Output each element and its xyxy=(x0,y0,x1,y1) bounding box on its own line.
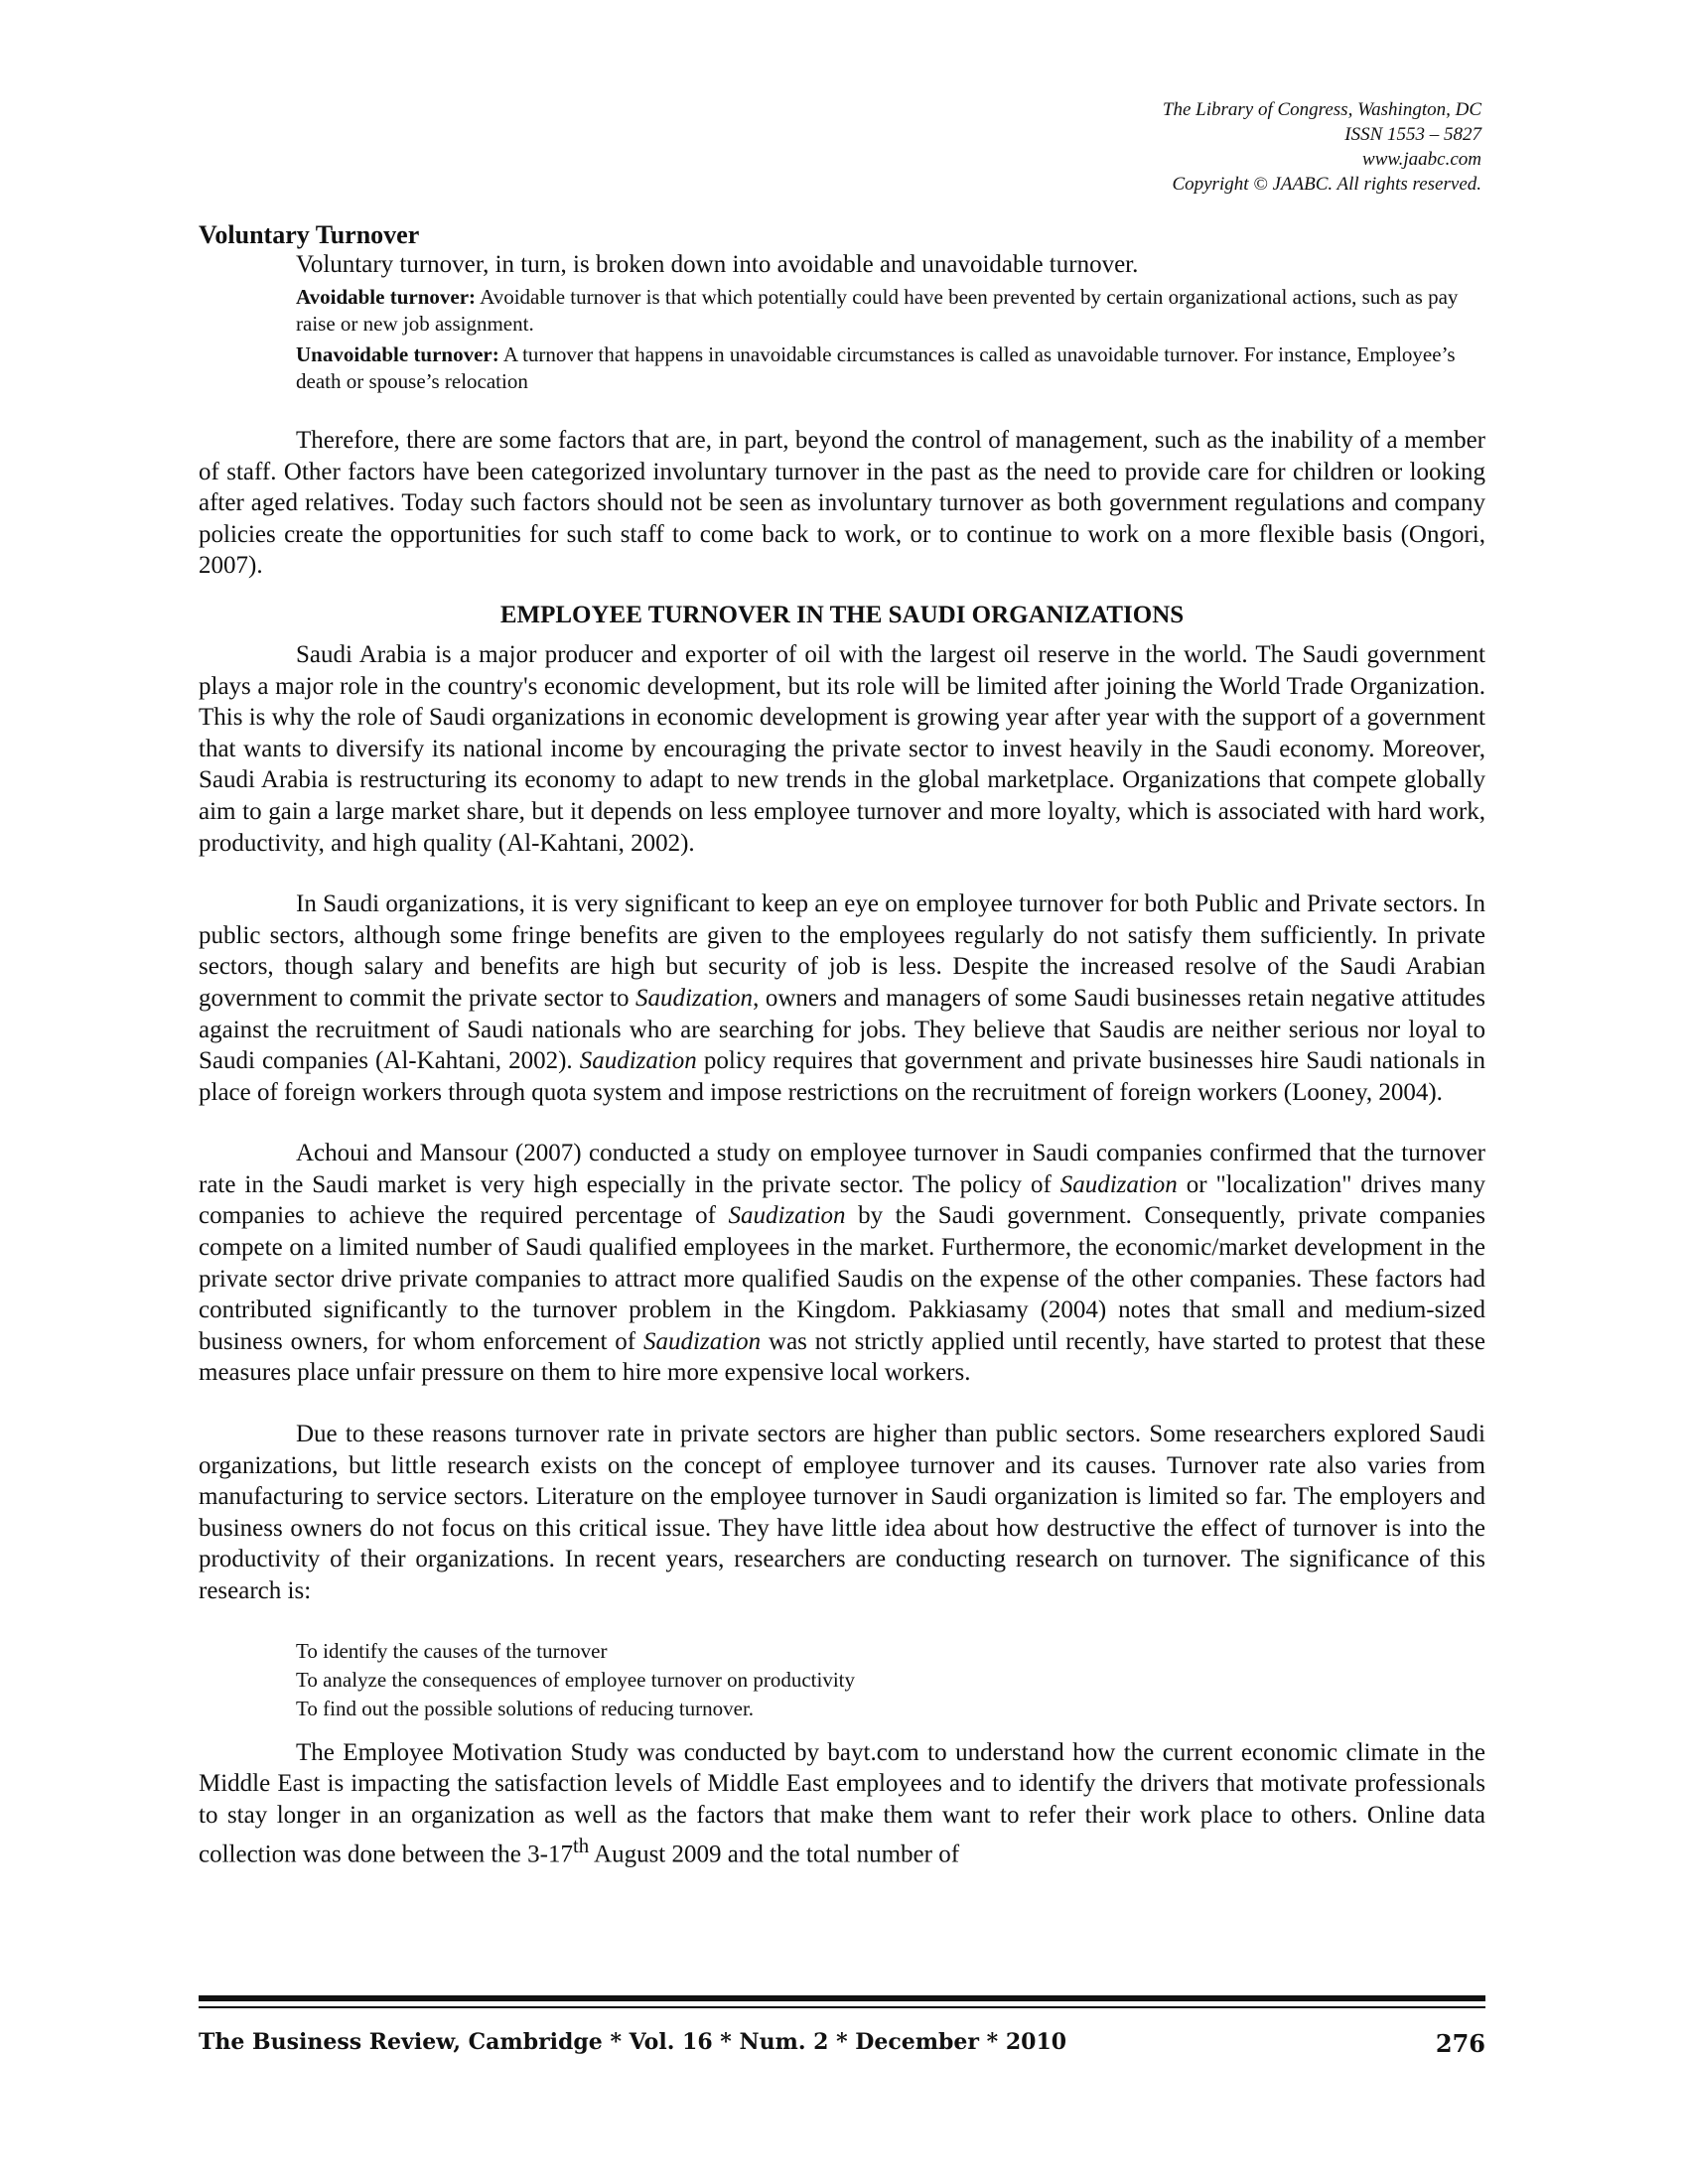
header-website-line: www.jaabc.com xyxy=(1362,149,1481,170)
saudization-term: Saudization xyxy=(728,1202,846,1230)
running-header xyxy=(1163,97,1481,197)
header-library-line: The Library of Congress, Washington, DC xyxy=(1162,99,1481,120)
list-item: To analyze the consequences of employee turnover on productivity xyxy=(296,1667,856,1692)
saudization-term: Saudization xyxy=(1059,1170,1178,1198)
saudization-term: Saudization xyxy=(579,1047,697,1075)
voluntary-turnover-heading: Voluntary Turnover xyxy=(199,220,420,249)
avoidable-text: Avoidable turnover is that which potentially could have been prevented by certain organizational actions, such as pay raise or new job assignment. xyxy=(296,285,1459,336)
paragraph-reasons: Due to these reasons turnover rate in private sectors are higher than public sectors. Some researchers explored Saudi organizations, but little research exists on the concept of employee turnover and its causes. Turnover rate also varies from manufacturing to service sectors. Literature on the employee turnover in Saudi organization is limited so far. The employers and business owners do not focus on this critical issue. They have little idea about how destructive the effect of turnover is into the productivity of their organizations. In recent years, researchers are conducting research on turnover. The significance of this research is: xyxy=(199,1421,1485,1604)
saudization-term: Saudization xyxy=(634,984,754,1012)
page-body xyxy=(199,220,1485,1870)
avoidable-definition xyxy=(296,284,1485,338)
text-run: August 2009 and the total number of xyxy=(589,1841,960,1868)
journal-citation: The Business Review, Cambridge * Vol. 16 * Num. 2 * December * 2010 xyxy=(199,2029,1067,2055)
text-run: policy requires that government and private businesses hire Saudi nationals in place of foreign workers through quota system and impose restrictions on the recruitment of foreign workers (Looney, 2004). xyxy=(199,1047,1486,1106)
header-issn-line: ISSN 1553 – 5827 xyxy=(1344,124,1481,145)
list-item: To identify the causes of the turnover xyxy=(296,1638,608,1663)
page-number: 276 xyxy=(1435,2029,1485,2058)
text-run: The Employee Motivation Study was conducted by bayt.com to understand how the current economic climate in the Middle East is impacting the satisfaction levels of Middle East employees and to identify the drivers that motivate professionals to stay longer in an organization as well as the factors that make them want to refer their work place to others. Online data collection was done between the 3-17 xyxy=(199,1738,1485,1868)
running-footer xyxy=(199,2029,1485,2058)
avoidable-label: Avoidable turnover: xyxy=(296,285,477,309)
list-item: To find out the possible solutions of reducing turnover. xyxy=(296,1696,755,1720)
text-run: In Saudi organizations, it is very significant to keep an eye on employee turnover for both Public and Private sectors. In public sectors, although some fringe benefits are given to the employees regularly do not satisfy them sufficiently. In private sectors, though salary and benefits are high but security of job is less. Despite the increased resolve of the Saudi Arabian government to commit the private sector to xyxy=(199,890,1485,1012)
unavoidable-text: A turnover that happens in unavoidable circumstances is called as unavoidable turnover. For instance, Employee’s death or spouse’s relocation xyxy=(296,342,1456,393)
unavoidable-definition xyxy=(296,341,1485,395)
text-run: , owners and managers of some Saudi businesses retain negative attitudes against the recruitment of Saudi nationals who are searching for jobs. They believe that Saudis are neither serious nor loyal to Saudi companies (Al-Kahtani, 2002). xyxy=(199,984,1486,1075)
paragraph-saudi-organizations xyxy=(199,888,1485,1108)
significance-list xyxy=(296,1637,1485,1723)
ordinal-suffix: th xyxy=(572,1834,590,1858)
footer-rule-thin xyxy=(199,2006,1485,2008)
text-run: was not strictly applied until recently, have started to protest that these measures place unfair pressure on them to hire more expensive local workers. xyxy=(199,1327,1485,1387)
unavoidable-label: Unavoidable turnover: xyxy=(296,342,499,366)
paragraph-saudi-arabia: Saudi Arabia is a major producer and exporter of oil with the largest oil reserve in the world. The Saudi government plays a major role in the country's economic development, but its role will be limited after joining the World Trade Organization. This is why the role of Saudi organizations in economic development is growing year after year with the support of a government that wants to diversify its national income by encouraging the private sector to invest heavily in the Saudi economy. Moreover, Saudi Arabia is restructuring its economy to adapt to new trends in the global marketplace. Organizations that compete globally aim to gain a large market share, but it depends on less employee turnover and more loyalty, which is associated with hard work, productivity, and high quality (Al-Kahtani, 2002). xyxy=(199,640,1485,857)
paragraph-therefore: Therefore, there are some factors that are, in part, beyond the control of management, such as the inability of a member of staff. Other factors have been categorized involuntary turnover in the past as the need to provide care for children or looking after aged relatives. Today such factors should not be seen as involuntary turnover as both government regulations and company policies create the opportunities for such staff to come back to work, or to continue to work on a more flexible basis (Ongori, 2007). xyxy=(199,427,1485,580)
section-title: EMPLOYEE TURNOVER IN THE SAUDI ORGANIZATIONS xyxy=(499,601,1185,628)
saudization-term: Saudization xyxy=(643,1327,762,1355)
footer-rule-thick xyxy=(199,1995,1485,2001)
paragraph-motivation-study xyxy=(199,1737,1485,1871)
text-run: by the Saudi government. Consequently, private companies compete on a limited number of Saudi qualified employees in the market. Furthermore, the economic/market development in the private sector drive private companies to attract more qualified Saudis on the expense of the other companies. These factors had contributed significantly to the turnover problem in the Kingdom. Pakkiasamy (2004) notes that small and medium-sized business owners, for whom enforcement of xyxy=(199,1202,1485,1355)
voluntary-intro: Voluntary turnover, in turn, is broken down into avoidable and unavoidable turnover. xyxy=(296,251,1139,278)
paragraph-achoui-mansour xyxy=(199,1138,1485,1389)
text-run: Achoui and Mansour (2007) conducted a study on employee turnover in Saudi companies confirmed that the turnover rate in the Saudi market is very high especially in the private sector. The policy of xyxy=(199,1140,1485,1198)
text-run: or "localization" drives many companies to achieve the required percentage of xyxy=(199,1170,1485,1230)
header-copyright-line: Copyright © JAABC. All rights reserved. xyxy=(1172,174,1481,195)
